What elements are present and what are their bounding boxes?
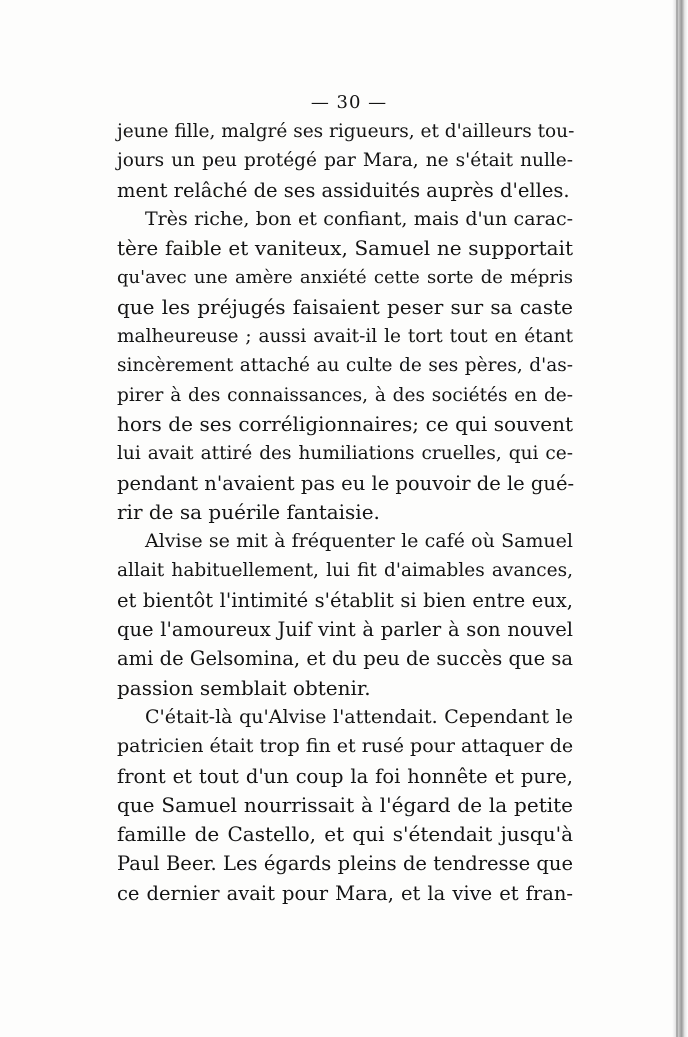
- text-line: Paul Beer. Les égards pleins de tendresse que: [117, 852, 573, 876]
- text-line: sincèrement attaché au culte de ses pères, d'as-: [117, 355, 573, 377]
- text-line: ami de Gelsomina, et du peu de succès que sa: [117, 647, 573, 671]
- text-line: jeune fille, malgré ses rigueurs, et d'ailleurs tou-: [117, 121, 575, 142]
- text-line: Très riche, bon et confiant, mais d'un carac-: [145, 207, 573, 230]
- text-line: C'était-là qu'Alvise l'attendait. Cependant le: [145, 705, 573, 728]
- text-line: rir de sa puérile fantaisie.: [117, 499, 380, 524]
- text-line: famille de Castello, et qui s'étendait jusqu'à: [117, 822, 573, 847]
- text-line: patricien était trop fin et rusé pour attaquer de: [117, 735, 574, 758]
- text-line: ce dernier avait pour Mara, et la vive et fran-: [117, 881, 573, 905]
- binding-edge-line: [676, 0, 678, 1037]
- text-line: hors de ses corréligionnaires; ce qui souvent: [117, 411, 573, 436]
- text-line: que l'amoureux Juif vint à parler à son nouvel: [117, 618, 573, 642]
- text-line: passion semblait obtenir.: [117, 675, 371, 700]
- text-line: pirer à des connaissances, à des sociétés en de-: [117, 384, 573, 406]
- text-line: Alvise se mit à fréquenter le café où Samuel: [145, 530, 573, 553]
- text-line: qu'avec une amère anxiété cette sorte de mépris: [117, 267, 573, 289]
- binding-edge: [672, 0, 688, 1037]
- body-text: [117, 117, 573, 908]
- text-line: ment relâché de ses assiduités auprès d'elles.: [117, 178, 570, 202]
- text-line: malheureuse ; aussi avait-il le tort tout en étant: [117, 326, 573, 348]
- text-line: que Samuel nourrissait à l'égard de la petite: [117, 792, 573, 817]
- text-line: front et tout d'un coup la foi honnête et pure,: [117, 764, 573, 788]
- text-line: et bientôt l'intimité s'établit si bien entre eux,: [117, 588, 573, 612]
- page-number: — 30 —: [310, 92, 388, 113]
- text-line: allait habituellement, lui fit d'aimables avances,: [117, 560, 573, 582]
- text-line: lui avait attiré des humiliations cruelles, qui ce-: [117, 443, 573, 465]
- text-line: jours un peu protégé par Mara, ne s'était nulle-: [117, 150, 573, 172]
- text-line: tère faible et vaniteux, Samuel ne supportait: [117, 236, 573, 261]
- text-line: que les préjugés faisaient peser sur sa caste: [117, 294, 573, 319]
- text-line: pendant n'avaient pas eu le pouvoir de le gué-: [117, 471, 575, 495]
